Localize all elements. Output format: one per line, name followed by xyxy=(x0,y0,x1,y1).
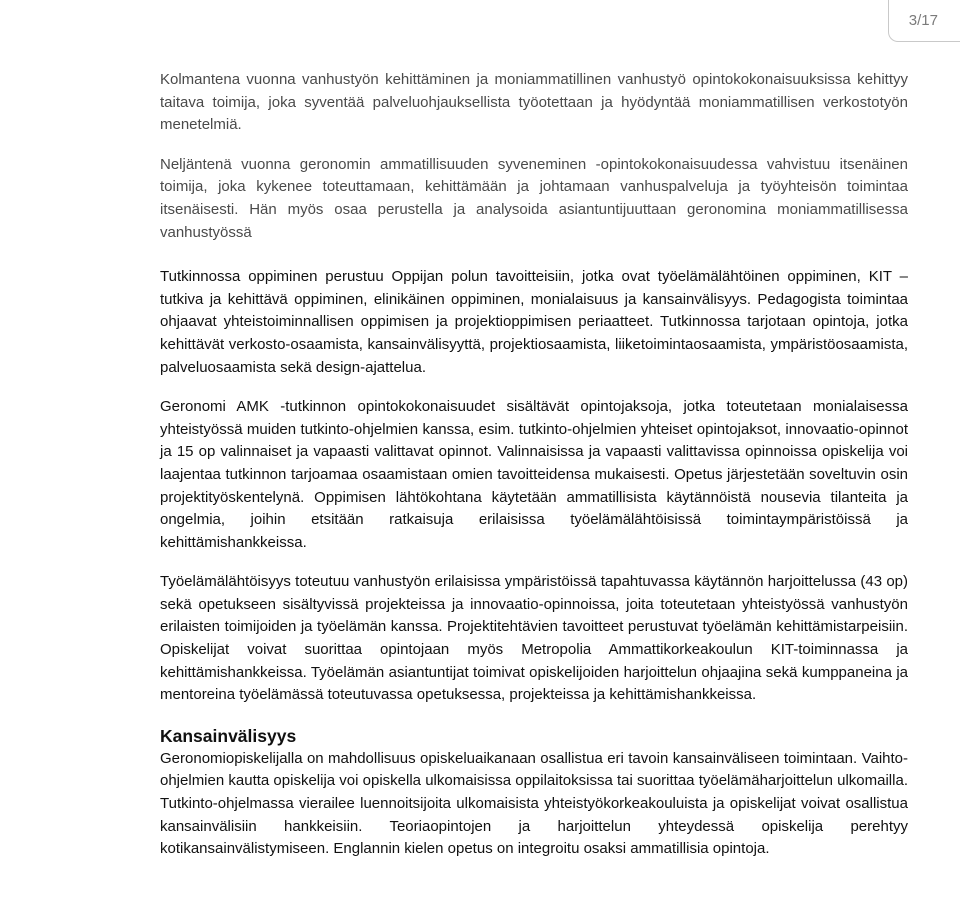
paragraph-gap xyxy=(160,379,908,396)
document-body xyxy=(160,69,908,861)
paragraph-third-year: Kolmantena vuonna vanhustyön kehittäminen ja moniammatillinen vanhustyö opintokokonaisuuksissa kehittyy taitava toimija, joka syventää palveluohjauksellista työotettaan ja hyödyntää moniammatillisen verkostotyön menetelmiä. xyxy=(160,71,908,134)
paragraph-gap xyxy=(160,244,908,266)
page-number: 3/17 xyxy=(908,12,938,29)
page-number-tab xyxy=(888,0,960,42)
paragraph-learning-principles: Tutkinnossa oppiminen perustuu Oppijan polun tavoitteisiin, jotka ovat työelämälähtöinen oppiminen, KIT – tutkiva ja kehittävä oppiminen, elinikäinen oppiminen, monialaisuus ja kansainvälisyys. Pedagogista toimintaa ohjaavat yhteistoiminnallisen oppimisen ja projektioppimisen periaatteet. Tutkinnossa tarjotaan opintoja, jotka kehittävät verkosto-osaamista, kansainvälisyyttä, projektiosaamista, liiketoimintaosaamista, ympäristöosaamista, palveluosaamista sekä design-ajattelua. xyxy=(160,268,908,376)
section-heading-internationalization: Kansainvälisyys xyxy=(160,725,297,746)
paragraph-gap xyxy=(160,137,908,154)
paragraph-working-life: Työelämälähtöisyys toteutuu vanhustyön erilaisissa ympäristöissä tapahtuvassa käytännön harjoittelussa (43 op) sekä opetukseen sisältyvissä projekteissa ja innovaatio-opinnoissa, joita toteutetaan yhteistyössä vanhustyön erilaisten toimijoiden ja työelämän kanssa. Projektitehtävien tavoitteet perustuvat työelämän kehittämistarpeisiin. Opiskelijat voivat suorittaa opintojaan myös Metropolia Ammattikorkeakoulun KIT-toiminnassa ja kehittämishankkeissa. Työelämän asiantuntijat toimivat opiskelijoiden harjoittelun ohjaajina sekä kumppaneina ja mentoreina työelämässä toteutuvassa opetuksessa, projekteissa ja kehittämishankkeissa. xyxy=(160,573,908,704)
paragraph-study-modules: Geronomi AMK -tutkinnon opintokokonaisuudet sisältävät opintojaksoja, jotka toteutetaan monialaisessa yhteistyössä muiden tutkinto-ohjelmien kanssa, esim. tutkinto-ohjelmien yhteiset opintojaksot, innovaatio-opinnot ja 15 op valinnaiset ja vapaasti valittavat opinnot. Valinnaisissa ja vapaasti valittavissa opinnoissa opiskelija voi laajentaa tutkinnon tarjoamaa osaamistaan omien tavoitteidensa mukaisesti. Opetus järjestetään soveltuvin osin projektityöskentelynä. Oppimisen lähtökohtana käytetään ammatillisista käytännöistä nousevia tilanteita ja ongelmia, joihin etsitään ratkaisuja erilaisissa työelämälähtöisissä toimintaympäristöissä ja kehittämishankkeissa. xyxy=(160,398,908,551)
paragraph-fourth-year: Neljäntenä vuonna geronomin ammatillisuuden syveneminen -opintokokonaisuudessa vahvistuu itsenäinen toimija, joka kykenee toteuttamaan, kehittämään ja johtamaan vanhuspalveluja ja työyhteisön toimintaa itsenäisesti. Hän myös osaa perustella ja analysoida asiantuntijuuttaan geronomina moniammatillisessa vanhustyössä xyxy=(160,155,908,241)
paragraph-gap xyxy=(160,554,908,571)
paragraph-gap xyxy=(160,707,908,724)
paragraph-internationalization: Geronomiopiskelijalla on mahdollisuus opiskeluaikanaan osallistua eri tavoin kansainväliseen toimintaan. Vaihto-ohjelmien kautta opiskelija voi opiskella ulkomaisissa oppilaitoksissa tai suorittaa työelämäharjoittelun ulkomailla. Tutkinto-ohjelmassa vierailee luennoitsijoita ulkomaisista yhteistyökorkeakouluista ja opiskelijat voivat osallistua kansainvälisiin hankkeisiin. Teoriaopintojen ja harjoittelun yhteydessä opiskelija perehtyy kotikansainvälistymiseen. Englannin kielen opetus on integroitu osaksi ammatillisia opintoja. xyxy=(160,749,908,858)
